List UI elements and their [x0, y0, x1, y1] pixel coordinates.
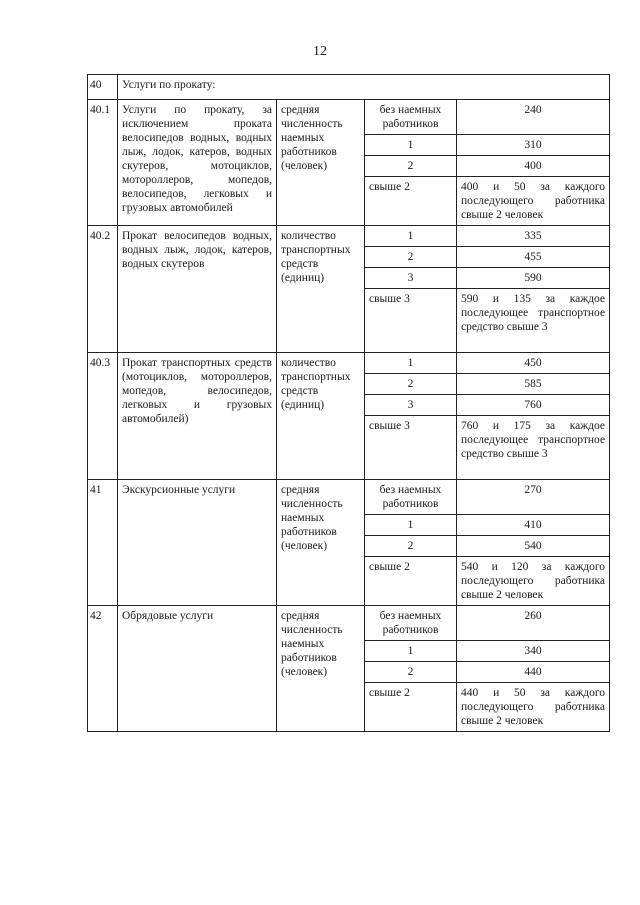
indicator: средняя численность наемных работников (человек)	[277, 480, 365, 606]
value-cell: 340	[457, 641, 610, 662]
category-cell: свыше 3	[365, 416, 457, 480]
category-cell: 2	[365, 536, 457, 557]
category-cell: 2	[365, 374, 457, 395]
value-cell: 450	[457, 353, 610, 374]
service-name: Прокат велосипедов водных, водных лыж, лодок, катеров, водных скутеров	[118, 226, 277, 353]
value-cell: 270	[457, 480, 610, 515]
indicator: средняя численность наемных работников (человек)	[277, 100, 365, 226]
category-cell: свыше 2	[365, 683, 457, 732]
category-cell: 1	[365, 226, 457, 247]
category-cell: 2	[365, 156, 457, 177]
value-cell: 240	[457, 100, 610, 135]
category-cell: 1	[365, 641, 457, 662]
value-cell: 310	[457, 135, 610, 156]
table-row-40	[88, 75, 610, 100]
category-cell: 3	[365, 268, 457, 289]
table-row-40-3	[88, 353, 610, 374]
value-cell: 440	[457, 662, 610, 683]
category-cell: 2	[365, 662, 457, 683]
row-number: 41	[88, 480, 118, 606]
indicator: количество транспортных средств (единиц)	[277, 353, 365, 480]
row-number: 40	[88, 75, 118, 100]
service-name: Прокат транспортных средств (мотоциклов, мотороллеров, мопедов, велосипедов, легковых и грузовых автомобилей)	[118, 353, 277, 480]
row-number: 40.1	[88, 100, 118, 226]
value-cell: 760 и 175 за каждое последующее транспортное средство свыше 3	[457, 416, 610, 480]
value-cell: 440 и 50 за каждого последующего работника свыше 2 человек	[457, 683, 610, 732]
category-cell: 1	[365, 515, 457, 536]
tariff-table	[87, 74, 610, 732]
row-number: 40.2	[88, 226, 118, 353]
value-cell: 335	[457, 226, 610, 247]
value-cell: 760	[457, 395, 610, 416]
indicator: количество транспортных средств (единиц)	[277, 226, 365, 353]
value-cell: 590 и 135 за каждое последующее транспортное средство свыше 3	[457, 289, 610, 353]
value-cell: 260	[457, 606, 610, 641]
page-number: 12	[313, 44, 327, 59]
category-cell: 2	[365, 247, 457, 268]
table-row-42	[88, 606, 610, 641]
value-cell: 410	[457, 515, 610, 536]
value-cell: 590	[457, 268, 610, 289]
category-cell: свыше 2	[365, 557, 457, 606]
category-cell: свыше 2	[365, 177, 457, 226]
category-cell: 3	[365, 395, 457, 416]
value-cell: 455	[457, 247, 610, 268]
row-number: 40.3	[88, 353, 118, 480]
service-name: Услуги по прокату, за исключением проката велосипедов водных, водных лыж, лодок, катеров, водных скутеров, мотоциклов, мотороллеров, мопедов, велосипедов, легковых и грузовых автомобилей	[118, 100, 277, 226]
value-cell: 585	[457, 374, 610, 395]
table-row-41	[88, 480, 610, 515]
section-title: Услуги по прокату:	[118, 75, 610, 100]
category-cell: 1	[365, 135, 457, 156]
value-cell: 540	[457, 536, 610, 557]
category-cell: без наемных работников	[365, 100, 457, 135]
value-cell: 540 и 120 за каждого последующего работника свыше 2 человек	[457, 557, 610, 606]
row-number: 42	[88, 606, 118, 732]
value-cell: 400	[457, 156, 610, 177]
category-cell: свыше 3	[365, 289, 457, 353]
table-row-40-2	[88, 226, 610, 247]
indicator: средняя численность наемных работников (человек)	[277, 606, 365, 732]
table-row-40-1	[88, 100, 610, 135]
category-cell: 1	[365, 353, 457, 374]
service-name: Экскурсионные услуги	[118, 480, 277, 606]
value-cell: 400 и 50 за каждого последующего работника свыше 2 человек	[457, 177, 610, 226]
category-cell: без наемных работников	[365, 606, 457, 641]
service-name: Обрядовые услуги	[118, 606, 277, 732]
category-cell: без наемных работников	[365, 480, 457, 515]
